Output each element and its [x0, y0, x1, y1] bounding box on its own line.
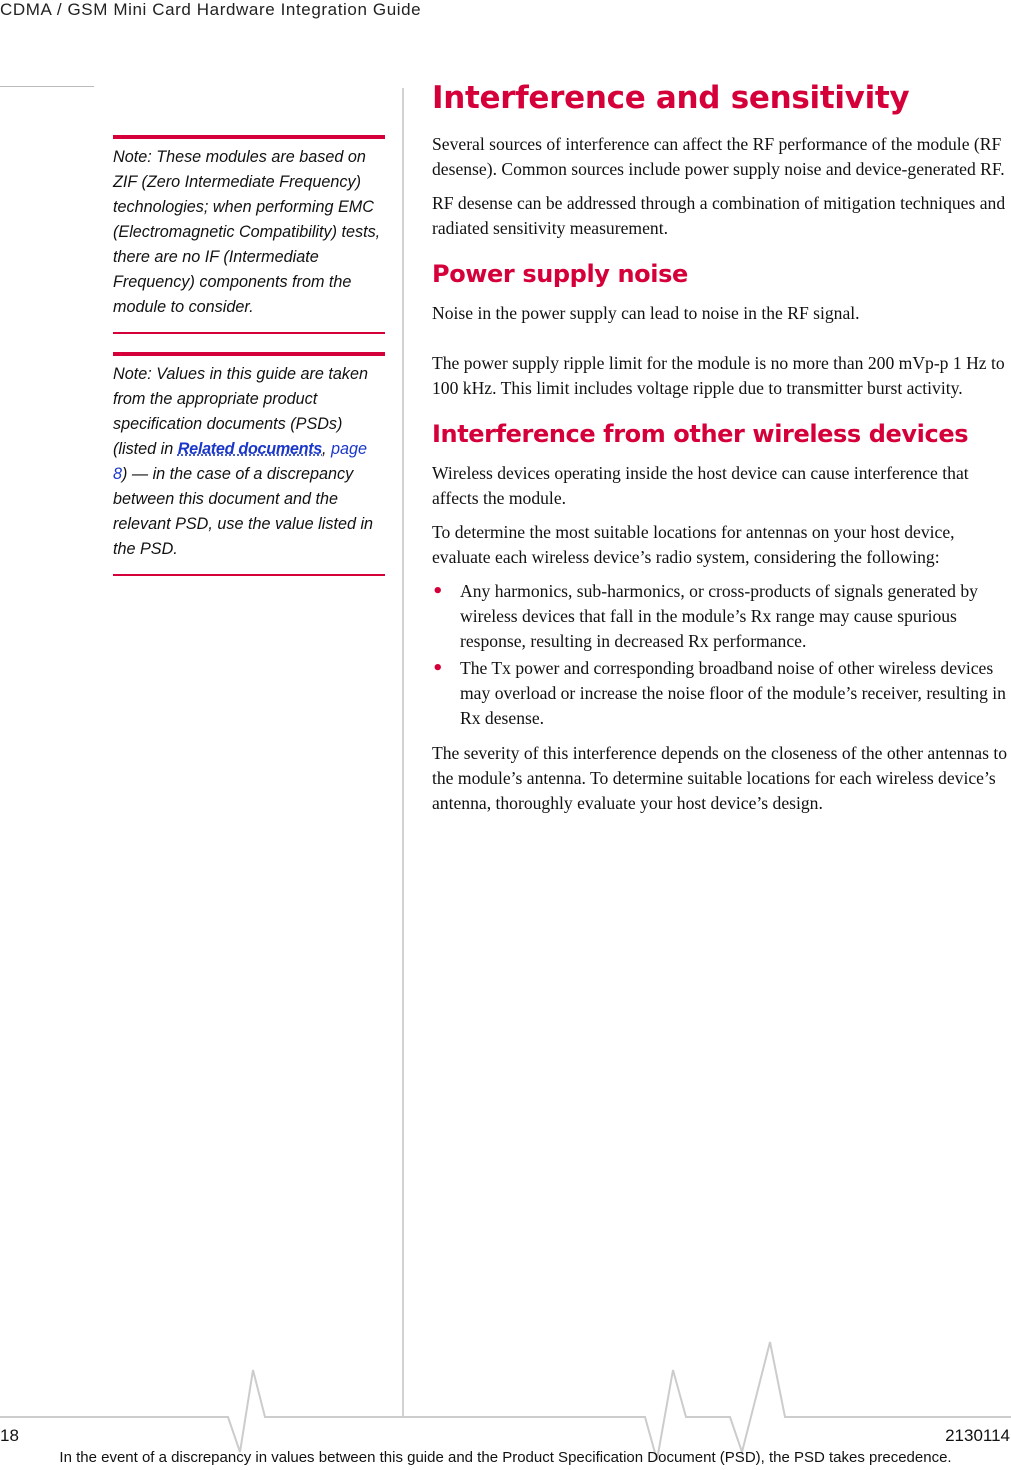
document-number: 2130114: [945, 1426, 1010, 1445]
list-item: [432, 656, 1010, 731]
footer-disclaimer: In the event of a discrepancy in values between this guide and the Product Specification Document (PSD), the PSD takes precedence.: [59, 1449, 952, 1466]
section-title: Interference and sensitivity: [432, 80, 910, 116]
power-paragraph-1: Noise in the power supply can lead to noise in the RF signal.: [432, 303, 860, 323]
wireless-paragraph-1: Wireless devices operating inside the host device can cause interference that affects the module.: [432, 463, 969, 508]
bullet-icon: •: [432, 581, 444, 602]
considerations-list: [432, 579, 1010, 731]
note-psd-text-b: ) — in the case of a discrepancy between this document and the relevant PSD, use the value listed in the PSD.: [113, 465, 374, 558]
note-zif-text: Note: These modules are based on ZIF (Zero Intermediate Frequency) technologies; when performing EMC (Electromagnetic Compatibility) tests, there are no IF (Intermediate Frequency) components from the module to consider.: [113, 148, 381, 316]
page-number: 18: [0, 1426, 19, 1445]
running-header: CDMA / GSM Mini Card Hardware Integration Guide: [0, 0, 422, 19]
note-psd-text-a: Note: Values in this guide are taken from the appropriate product specification documents (PSDs) (listed in: [113, 365, 368, 458]
intro-paragraph-1: Several sources of interference can affect the RF performance of the module (RF desense). Common sources include power supply noise and device-generated RF.: [432, 134, 1005, 179]
header-rule: [0, 86, 94, 87]
column-divider: [402, 88, 404, 1418]
wireless-paragraph-3: The severity of this interference depends on the closeness of the other antennas to the module’s antenna. To determine suitable locations for each wireless device’s antenna, thoroughly evaluate your host device’s design.: [432, 743, 1008, 813]
related-documents-link[interactable]: Related documents: [177, 440, 322, 458]
list-item-text: Any harmonics, sub-harmonics, or cross-products of signals generated by wireless devices that fall in the module’s Rx range may cause spurious response, resulting in decreased Rx performance.: [460, 581, 978, 651]
main-content: [432, 72, 1010, 825]
list-item-text: The Tx power and corresponding broadband noise of other wireless devices may overload or increase the noise floor of the module’s receiver, resulting in Rx desense.: [460, 658, 1006, 728]
bullet-icon: •: [432, 658, 444, 679]
power-supply-heading: Power supply noise: [432, 260, 688, 288]
power-paragraph-2: The power supply ripple limit for the module is no more than 200 mVp-p 1 Hz to 100 kHz. This limit includes voltage ripple due to transmitter burst activity.: [432, 353, 1005, 398]
list-item: [432, 579, 1010, 654]
wireless-heading: Interference from other wireless devices: [432, 420, 969, 448]
note-psd-separator: ,: [322, 440, 331, 458]
note-zif: [113, 135, 385, 334]
page-8-link[interactable]: page 8: [113, 440, 368, 483]
wireless-paragraph-2: To determine the most suitable locations for antennas on your host device, evaluate each wireless device’s radio system, considering the following:: [432, 522, 955, 567]
sidebar-notes: [113, 135, 385, 594]
intro-paragraph-2: RF desense can be addressed through a combination of mitigation techniques and radiated sensitivity measurement.: [432, 193, 1006, 238]
note-psd: [113, 352, 385, 576]
